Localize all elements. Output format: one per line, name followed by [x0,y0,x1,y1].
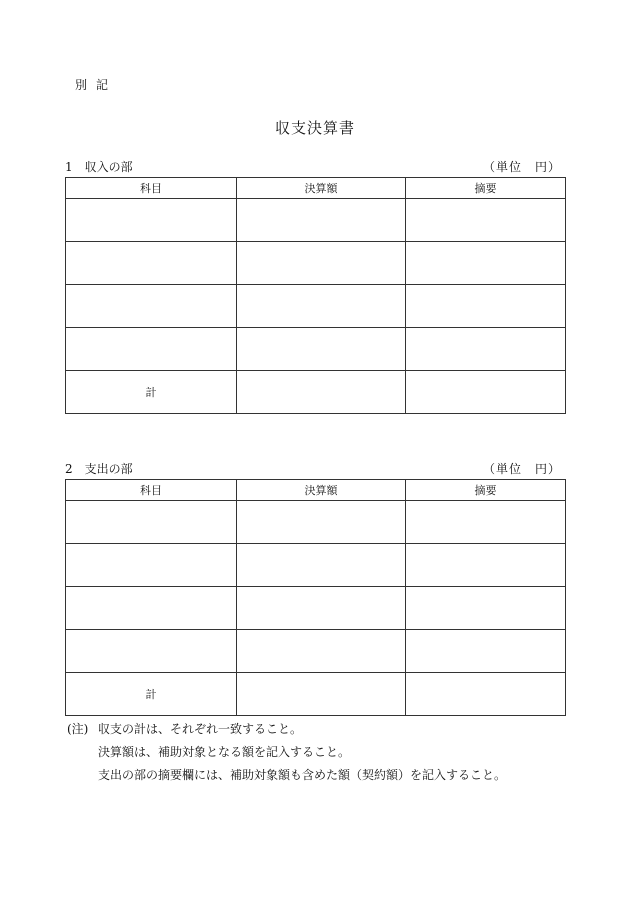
note-text: 支出の部の摘要欄には、補助対象額も含めた額（契約額）を記入すること。 [98,768,507,782]
page-title: 収支決算書 [274,119,355,137]
expense-col-remarks: 摘要 [406,480,566,501]
expense-cell [237,544,406,587]
expense-cell [66,544,237,587]
table-row [66,199,566,242]
expense-cell [66,501,237,544]
expense-total-row [66,673,566,716]
income-total-row [66,371,566,414]
table-row [66,242,566,285]
table-row [66,501,566,544]
table-row [66,328,566,371]
income-col-subject: 科目 [66,178,237,199]
income-col-remarks: 摘要 [406,178,566,199]
income-cell [66,199,237,242]
expense-header-row [66,480,566,501]
expense-cell [237,501,406,544]
expense-col-amount: 決算額 [237,480,406,501]
income-total-remarks [406,371,566,414]
expense-table [65,479,566,716]
expense-unit: （単位 円） [482,462,561,476]
note-line [67,764,506,787]
table-row [66,630,566,673]
expense-cell [406,587,566,630]
expense-cell [237,630,406,673]
expense-total-remarks [406,673,566,716]
note-text: 決算額は、補助対象となる額を記入すること。 [98,745,351,759]
income-unit: （単位 円） [482,160,561,174]
table-row [66,587,566,630]
note-line [67,718,506,741]
income-header-row [66,178,566,199]
income-cell [406,285,566,328]
expense-cell [406,501,566,544]
expense-total-label: 計 [66,673,237,716]
income-cell [237,199,406,242]
expense-col-subject: 科目 [66,480,237,501]
income-cell [406,328,566,371]
notes-lead: (注) [67,722,89,736]
income-cell [237,285,406,328]
expense-cell [66,630,237,673]
income-cell [66,242,237,285]
income-total-label: 計 [66,371,237,414]
expense-cell [406,544,566,587]
table-row [66,544,566,587]
expense-cell [237,587,406,630]
expense-cell [66,587,237,630]
income-table [65,177,566,414]
income-cell [66,285,237,328]
table-row [66,285,566,328]
income-cell [237,328,406,371]
expense-section-header [65,460,565,477]
note-label: 別記 [75,78,118,92]
income-cell [406,242,566,285]
income-heading: 1 収入の部 [65,160,133,174]
notes-block [67,718,506,787]
note-line [67,741,506,764]
expense-cell [406,630,566,673]
income-col-amount: 決算額 [237,178,406,199]
income-cell [66,328,237,371]
income-cell [237,242,406,285]
expense-heading: 2 支出の部 [65,462,133,476]
income-total-amount [237,371,406,414]
note-text: 収支の計は、それぞれ一致すること。 [98,722,303,736]
income-cell [406,199,566,242]
income-section-header [65,158,565,175]
expense-total-amount [237,673,406,716]
